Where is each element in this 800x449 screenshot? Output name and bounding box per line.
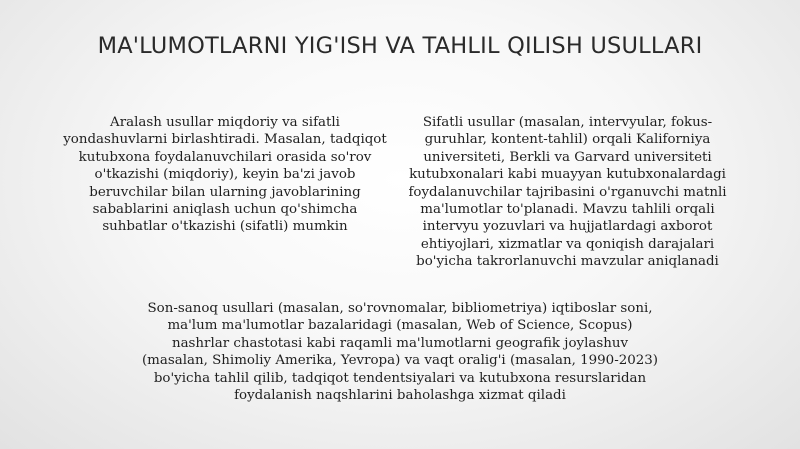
slide-title: MA'LUMOTLARNI YIG'ISH VA TAHLIL QILISH USULLARI bbox=[97, 33, 703, 59]
qualitative-methods-paragraph: Sifatli usullar (masalan, intervyular, fokus-guruhlar, kontent-tahlil) orqali Kaliforniya universiteti, Berkli va Garvard universiteti kutubxonalari kabi muayyan kutubxonalardagi foydalanuvchilar tajribasini o'rganuvchi matnli ma'lumotlar to'planadi. Mavzu tahlili orqali intervyu yozuvlari va hujjatlardagi axborot ehtiyojlari, xizmatlar va qoniqish darajalari bo'yicha takrorlanuvchi mavzular aniqlanadi bbox=[408, 115, 727, 270]
quantitative-methods-paragraph: Son-sanoq usullari (masalan, so'rovnomalar, bibliometriya) iqtiboslar soni, ma'lum ma'lumotlar bazalaridagi (masalan, Web of Science, Scopus) nashrlar chastotasi kabi raqamli ma'lumotlarni geografik joylashuv (masalan, Shimoliy Amerika, Yevropa) va vaqt oralig'i (masalan, 1990-2023) bo'yicha tahlil qilib, tadqiqot tendentsiyalari va kutubxona resurslaridan foydalanish naqshlarini baholashga xizmat qiladi bbox=[141, 301, 659, 404]
mixed-methods-paragraph: Aralash usullar miqdoriy va sifatli yondashuvlarni birlashtiradi. Masalan, tadqiqot kutubxona foydalanuvchilari orasida so'rov o'tkazishi (miqdoriy), keyin ba'zi javob beruvchilar bilan ularning javoblarining sabablarini aniqlash uchun qo'shimcha suhbatlar o'tkazishi (sifatli) mumkin bbox=[63, 115, 387, 235]
